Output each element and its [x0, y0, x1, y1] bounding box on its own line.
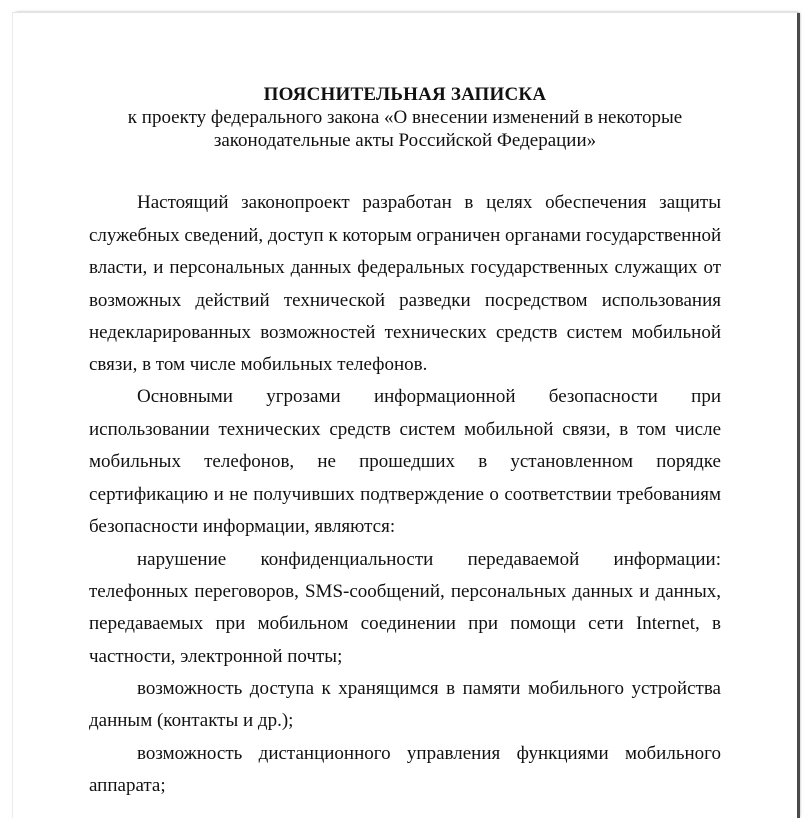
text-line: Настоящий законопроект разработан в целях обеспечения защиты [137, 192, 721, 213]
text-line: передаваемых при мобильном соединении при помощи сети Internet, в [89, 613, 721, 634]
text-line: аппарата; [89, 775, 166, 796]
text-line: возможность доступа к хранящимся в памяти мобильного устройства [137, 678, 721, 699]
text-line: использовании технических средств систем мобильной связи, в том числе [89, 419, 721, 440]
text-line: мобильных телефонов, не прошедших в установленном порядке [89, 451, 721, 472]
text-line: сертификацию и не получивших подтверждение о соответствии требованиям [89, 484, 721, 505]
document-title: ПОЯСНИТЕЛЬНАЯ ЗАПИСКА [263, 84, 547, 105]
text-line: частности, электронной почты; [89, 646, 343, 667]
text-line: недекларированных возможностей технических средств систем мобильной [89, 322, 721, 343]
text-line: возможность дистанционного управления функциями мобильного [137, 743, 721, 764]
document-page [12, 12, 797, 818]
text-line: Основными угрозами информационной безопасности при [137, 386, 721, 407]
document-subtitle-line-2: законодательные акты Российской Федерации» [213, 130, 597, 151]
text-line: служебных сведений, доступ к которым ограничен органами государственной [89, 225, 722, 246]
document-subtitle-line-1: к проекту федерального закона «О внесении изменений в некоторые [127, 107, 683, 128]
text-line: данным (контакты и др.); [89, 710, 294, 731]
text-line: связи, в том числе мобильных телефонов. [89, 354, 428, 375]
text-line: власти, и персональных данных федеральных государственных служащих от [89, 257, 721, 278]
text-line: телефонных переговоров, SMS-сообщений, персональных данных и данных, [89, 581, 721, 602]
text-line: безопасности информации, являются: [89, 516, 396, 537]
text-line: возможных действий технической разведки посредством использования [89, 290, 721, 311]
text-line: нарушение конфиденциальности передаваемой информации: [137, 549, 721, 570]
